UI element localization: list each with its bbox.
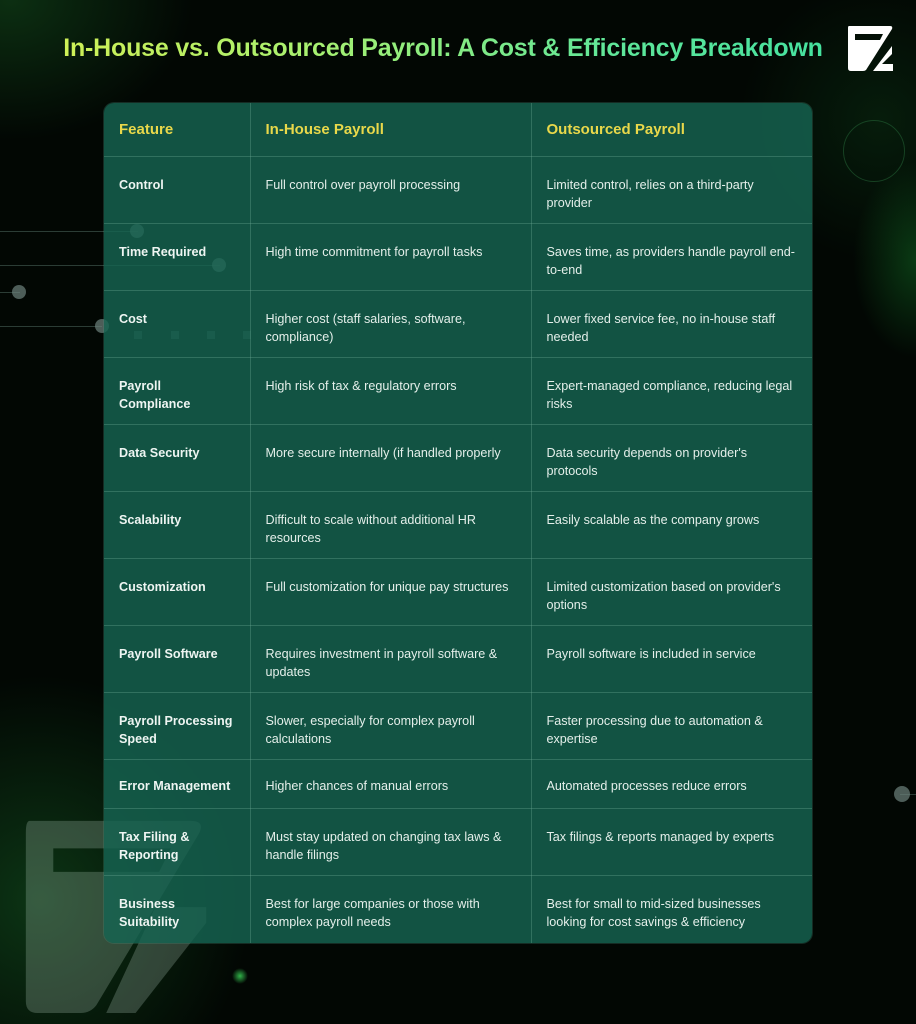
in-house-cell: Higher chances of manual errors [250,760,531,809]
feature-cell: Customization [104,558,250,625]
feature-cell: Business Suitability [104,876,250,943]
in-house-cell: Higher cost (staff salaries, software, compliance) [250,290,531,357]
outsourced-cell: Limited customization based on provider's options [531,558,812,625]
in-house-cell: Full control over payroll processing [250,156,531,223]
feature-cell: Cost [104,290,250,357]
column-header-feature: Feature [104,103,250,156]
decorative-circle [843,120,905,182]
in-house-cell: More secure internally (if handled properly [250,424,531,491]
brand-logo-icon [846,24,894,72]
table-header-row [104,103,812,156]
feature-cell: Data Security [104,424,250,491]
column-header-in-house: In-House Payroll [250,103,531,156]
decorative-dot [12,285,26,299]
in-house-cell: Must stay updated on changing tax laws & handle filings [250,809,531,876]
in-house-cell: Slower, especially for complex payroll calculations [250,693,531,760]
feature-cell: Tax Filing & Reporting [104,809,250,876]
feature-cell: Scalability [104,491,250,558]
feature-cell: Error Management [104,760,250,809]
feature-cell: Payroll Processing Speed [104,693,250,760]
in-house-cell: Best for large companies or those with complex payroll needs [250,876,531,943]
feature-cell: Control [104,156,250,223]
outsourced-cell: Tax filings & reports managed by experts [531,809,812,876]
outsourced-cell: Payroll software is included in service [531,626,812,693]
outsourced-cell: Limited control, relies on a third-party provider [531,156,812,223]
in-house-cell: High time commitment for payroll tasks [250,223,531,290]
in-house-cell: Requires investment in payroll software & updates [250,626,531,693]
in-house-cell: Full customization for unique pay structures [250,558,531,625]
in-house-cell: High risk of tax & regulatory errors [250,357,531,424]
table-row [104,693,812,760]
decorative-line [0,326,102,327]
outsourced-cell: Faster processing due to automation & expertise [531,693,812,760]
table-row [104,424,812,491]
table-row [104,290,812,357]
outsourced-cell: Saves time, as providers handle payroll end-to-end [531,223,812,290]
table-row [104,876,812,943]
feature-cell: Time Required [104,223,250,290]
table-row [104,491,812,558]
table-row [104,626,812,693]
comparison-table [104,103,812,943]
in-house-cell: Difficult to scale without additional HR resources [250,491,531,558]
table-row [104,558,812,625]
page-title: In-House vs. Outsourced Payroll: A Cost & Efficiency Breakdown [0,34,886,63]
outsourced-cell: Data security depends on provider's protocols [531,424,812,491]
outsourced-cell: Lower fixed service fee, no in-house staff needed [531,290,812,357]
table-row [104,223,812,290]
table-row [104,357,812,424]
table-row [104,809,812,876]
table-row [104,156,812,223]
table-row [104,760,812,809]
outsourced-cell: Best for small to mid-sized businesses looking for cost savings & efficiency [546,897,761,930]
column-header-outsourced: Outsourced Payroll [531,103,812,156]
decorative-glow [232,968,248,984]
feature-cell: Payroll Software [104,626,250,693]
outsourced-cell: Automated processes reduce errors [531,760,812,809]
outsourced-cell: Expert-managed compliance, reducing legal risks [531,357,812,424]
feature-cell: Payroll Compliance [104,357,250,424]
outsourced-cell: Easily scalable as the company grows [531,491,812,558]
decorative-dot [894,786,910,802]
